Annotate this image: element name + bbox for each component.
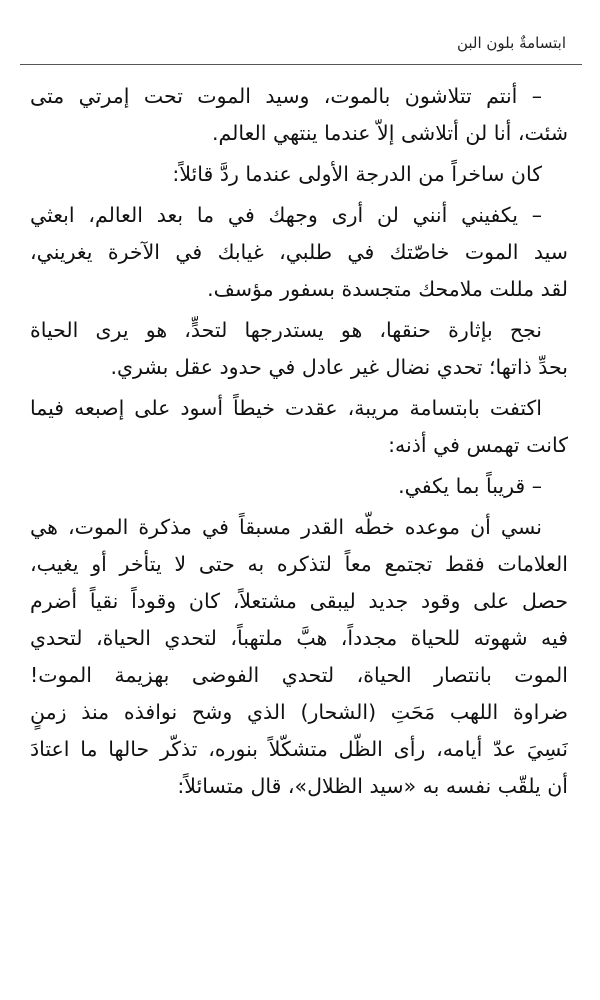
text-line: – أنتم تتلاشون بالموت، وسيد الموت تحت إمرتي متى (30, 84, 542, 108)
text-line: – قريباً بما يكفي. (398, 474, 542, 498)
text-line: شئت، أنا لن أتلاشى إلاّ عندما ينتهي العالم. (211, 121, 568, 145)
text-line: الموت بانتصار الحياة، لتحدي الفوضى بهزيمة الموت! (30, 663, 568, 687)
paragraph (30, 156, 568, 193)
text-line: العلامات فقط تجتمع معاً لتذكره به حتى لا يتأخر أو يغيب، (30, 552, 568, 576)
text-line: ضراوة اللهب مَحَتِ (الشحار) الذي وشح نوافذه منذ زمنٍ (30, 700, 568, 724)
body-text (30, 78, 568, 809)
paragraph (30, 509, 568, 805)
paragraph (30, 197, 568, 308)
text-line: كانت تهمس في أذنه: (388, 433, 568, 457)
paragraph (30, 312, 568, 386)
paragraph (30, 468, 568, 505)
text-line: كان ساخراً من الدرجة الأولى عندما ردَّ قائلاً: (172, 162, 542, 186)
text-line: نجح بإثارة حنقها، هو يستدرجها لتحدٍّ، هو يرى الحياة (30, 318, 542, 342)
text-line: سيد الموت خاصّتك في طلبي، غيابك في الآخرة يغريني، (30, 240, 568, 264)
text-line: لقد مللت ملامحك متجسدة بسفور مؤسف. (207, 277, 568, 301)
paragraph (30, 78, 568, 152)
text-line: نَسِيَ عدّ أيامه، رأى الظّل متشكّلاً بنوره، تذكّر حالها ما اعتادَ (30, 737, 568, 761)
text-line: بحدِّ ذاتها؛ تحدي نضال غير عادل في حدود عقل بشري. (110, 355, 568, 379)
text-line: فيه شهوته للحياة مجدداً، هبَّ ملتهباً، لتحدي الحياة، لتحدي (30, 626, 568, 650)
text-line: – يكفيني أنني لن أرى وجهك في ما بعد العالم، ابعثي (30, 203, 542, 227)
text-line: نسي أن موعده خطّه القدر مسبقاً في مذكرة الموت، هي (30, 515, 542, 539)
text-line: أن يلقّب نفسه به «سيد الظلال»، قال متسائلاً: (177, 774, 568, 798)
paragraph (30, 390, 568, 464)
text-line: اكتفت بابتسامة مريبة، عقدت خيطاً أسود على إصبعه فيما (30, 396, 542, 420)
running-header: ابتسامةٌ بلون البن (456, 34, 566, 52)
text-line: حصل على وقود جديد ليبقى مشتعلاً، كان وقوداً نقياً أضرم (30, 589, 568, 613)
header-rule (20, 64, 582, 65)
